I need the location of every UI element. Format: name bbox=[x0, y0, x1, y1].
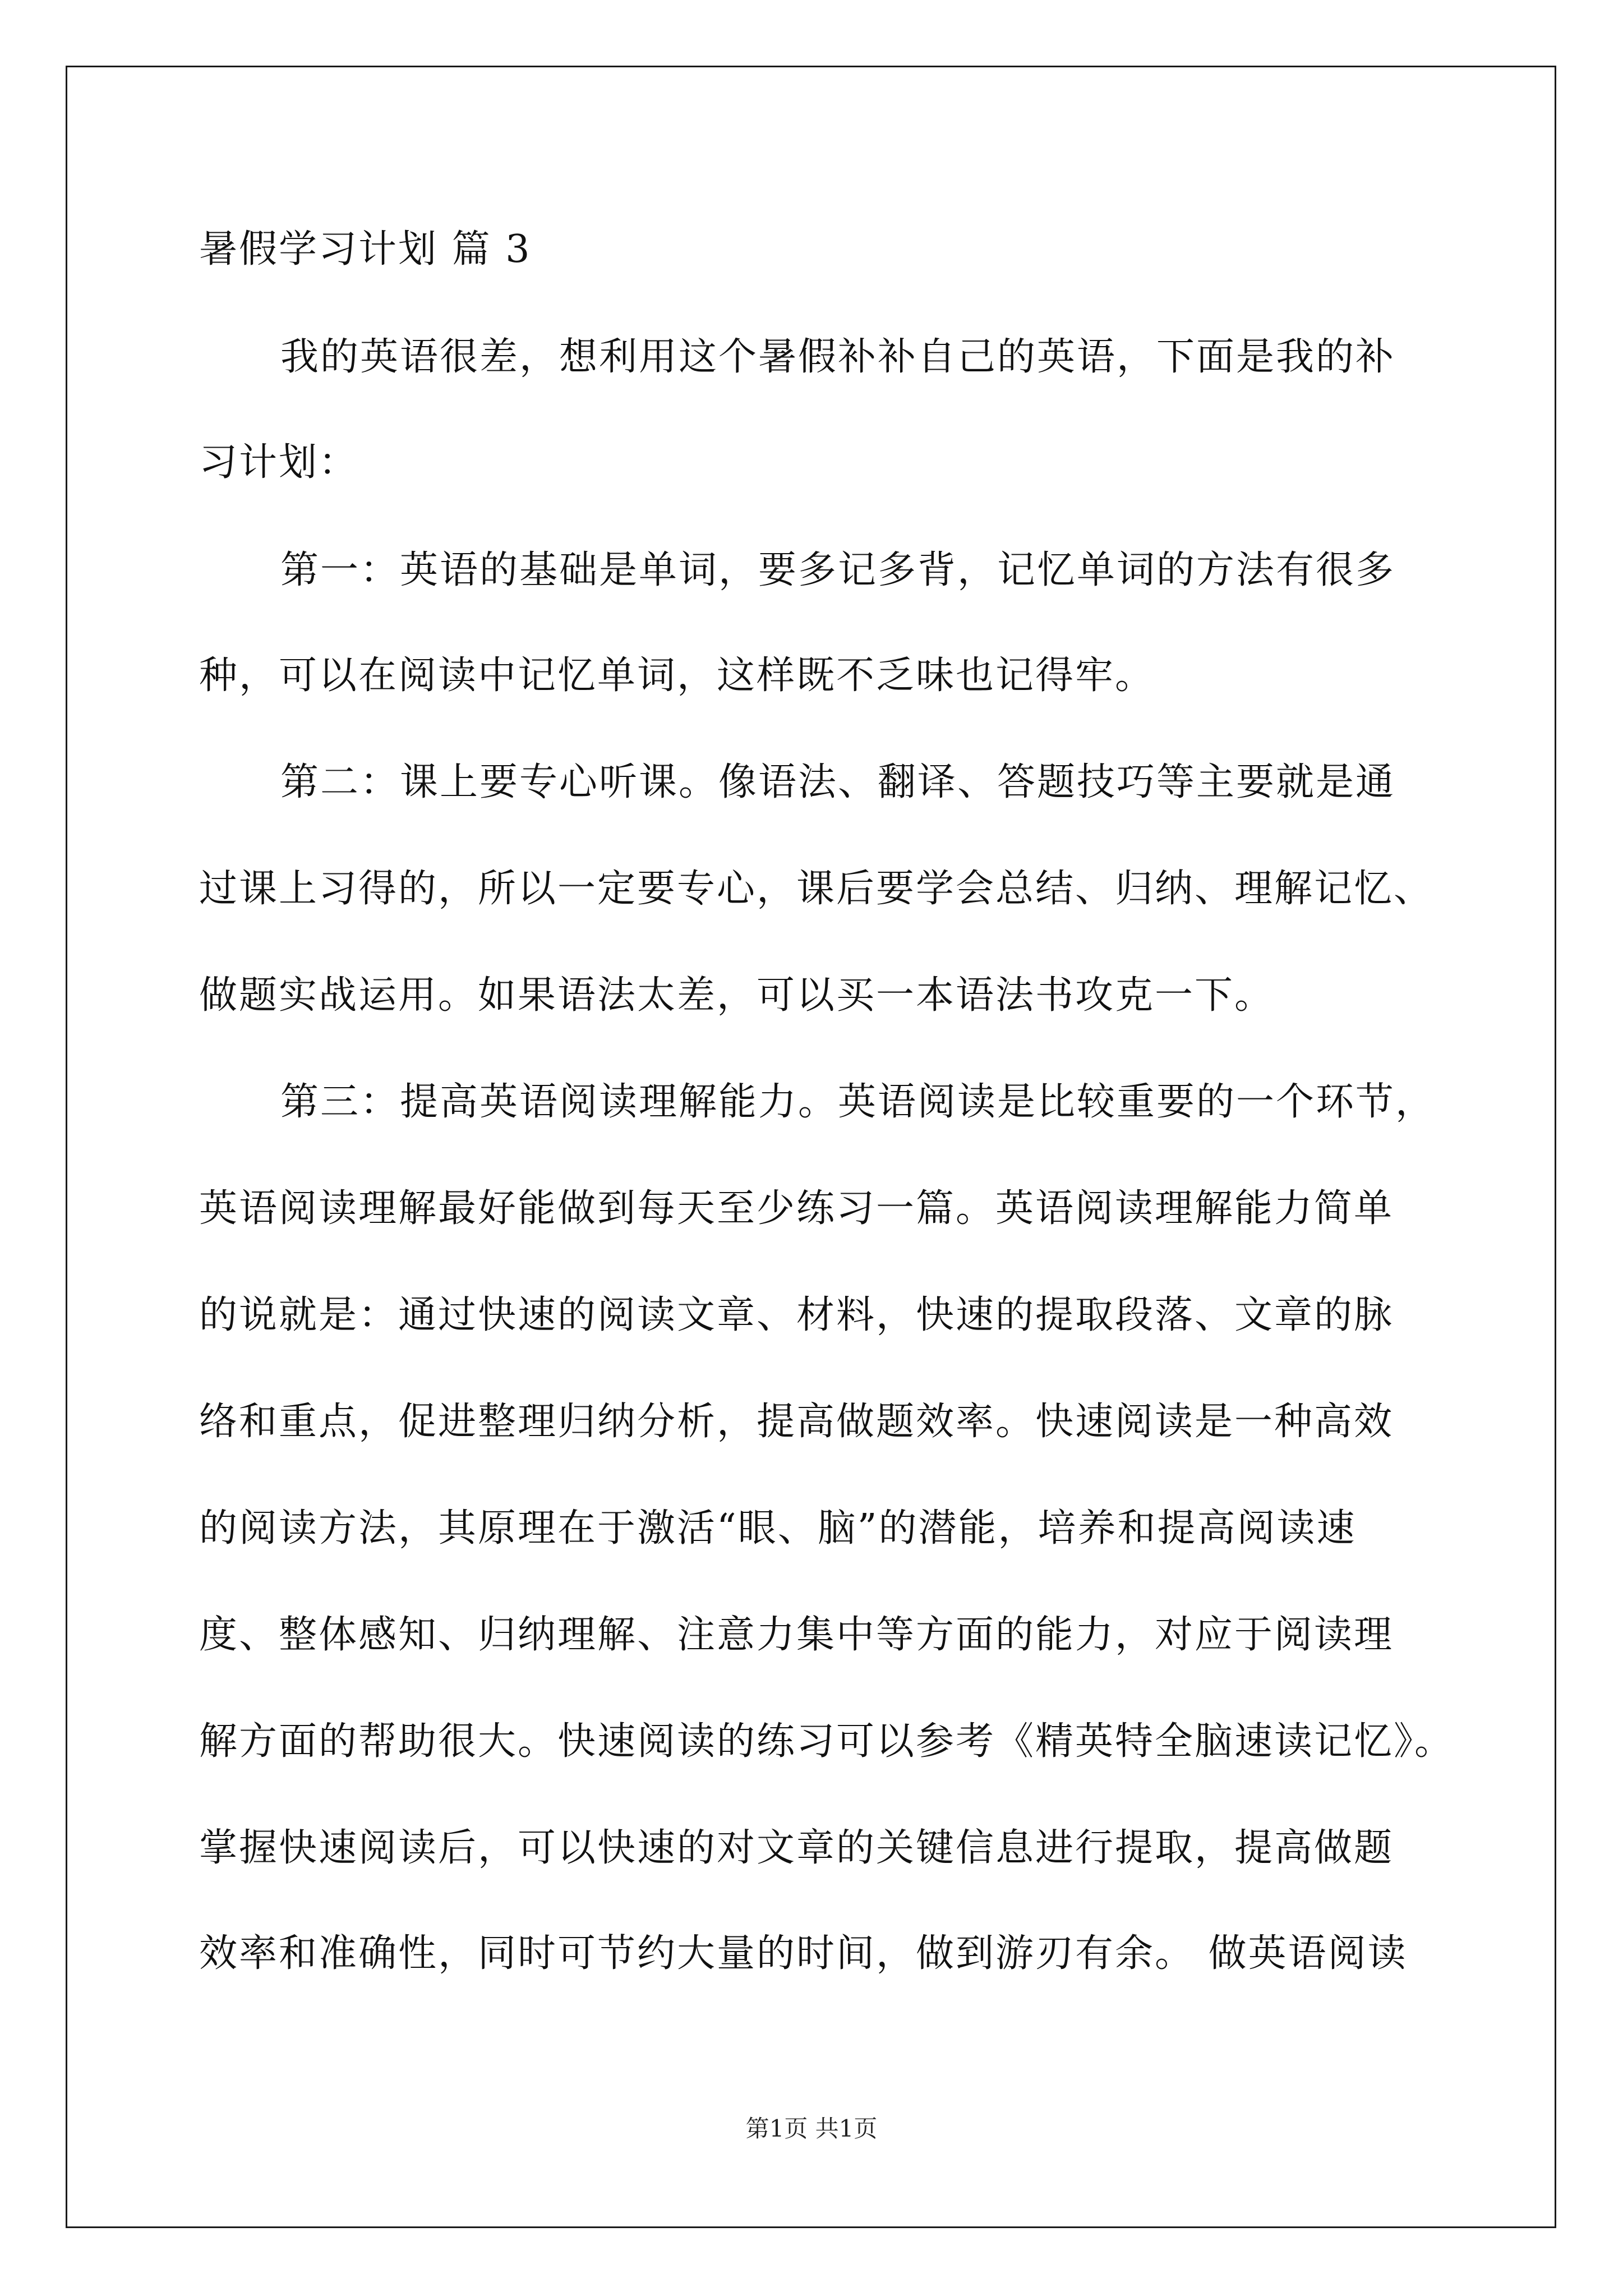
paragraph-1-line-1: 我的英语很差，想利用这个暑假补补自己的英语，下面是我的补 bbox=[280, 335, 1396, 379]
paragraph-4-line-1: 第三：提高英语阅读理解能力。英语阅读是比较重要的一个环节， bbox=[280, 1080, 1436, 1124]
paragraph-2-line-1: 第一：英语的基础是单词，要多记多背，记忆单词的方法有很多 bbox=[280, 548, 1396, 592]
paragraph-1-line-2: 习计划： bbox=[199, 440, 359, 485]
paragraph-4-line-4: 络和重点，促进整理归纳分析，提高做题效率。快速阅读是一种高效 bbox=[199, 1400, 1394, 1444]
paragraph-4-line-7: 解方面的帮助很大。快速阅读的练习可以参考《精英特全脑速读记忆》。 bbox=[199, 1719, 1455, 1764]
page-title: 暑假学习计划 篇 3 bbox=[199, 227, 532, 272]
paragraph-3-line-1: 第二：课上要专心听课。像语法、翻译、答题技巧等主要就是通 bbox=[280, 760, 1396, 804]
paragraph-4-line-5: 的阅读方法，其原理在于激活“眼、脑”的潜能，培养和提高阅读速 bbox=[199, 1506, 1357, 1550]
paragraph-4-line-6: 度、整体感知、归纳理解、注意力集中等方面的能力，对应于阅读理 bbox=[199, 1613, 1394, 1657]
paragraph-4-line-2: 英语阅读理解最好能做到每天至少练习一篇。英语阅读理解能力简单 bbox=[199, 1186, 1394, 1231]
page-border bbox=[66, 66, 1556, 2228]
paragraph-4-line-3: 的说就是：通过快速的阅读文章、材料，快速的提取段落、文章的脉 bbox=[199, 1293, 1394, 1337]
page-number-footer: 第1页 共1页 bbox=[745, 2115, 878, 2142]
paragraph-4-line-9: 效率和准确性，同时可节约大量的时间，做到游刃有余。 做英语阅读 bbox=[199, 1931, 1408, 1976]
paragraph-4-line-8: 掌握快速阅读后，可以快速的对文章的关键信息进行提取，提高做题 bbox=[199, 1826, 1394, 1870]
paragraph-3-line-2: 过课上习得的，所以一定要专心，课后要学会总结、归纳、理解记忆、 bbox=[199, 867, 1434, 911]
paragraph-2-line-2: 种，可以在阅读中记忆单词，这样既不乏味也记得牢。 bbox=[199, 654, 1155, 698]
paragraph-3-line-3: 做题实战运用。如果语法太差，可以买一本语法书攻克一下。 bbox=[199, 973, 1275, 1018]
